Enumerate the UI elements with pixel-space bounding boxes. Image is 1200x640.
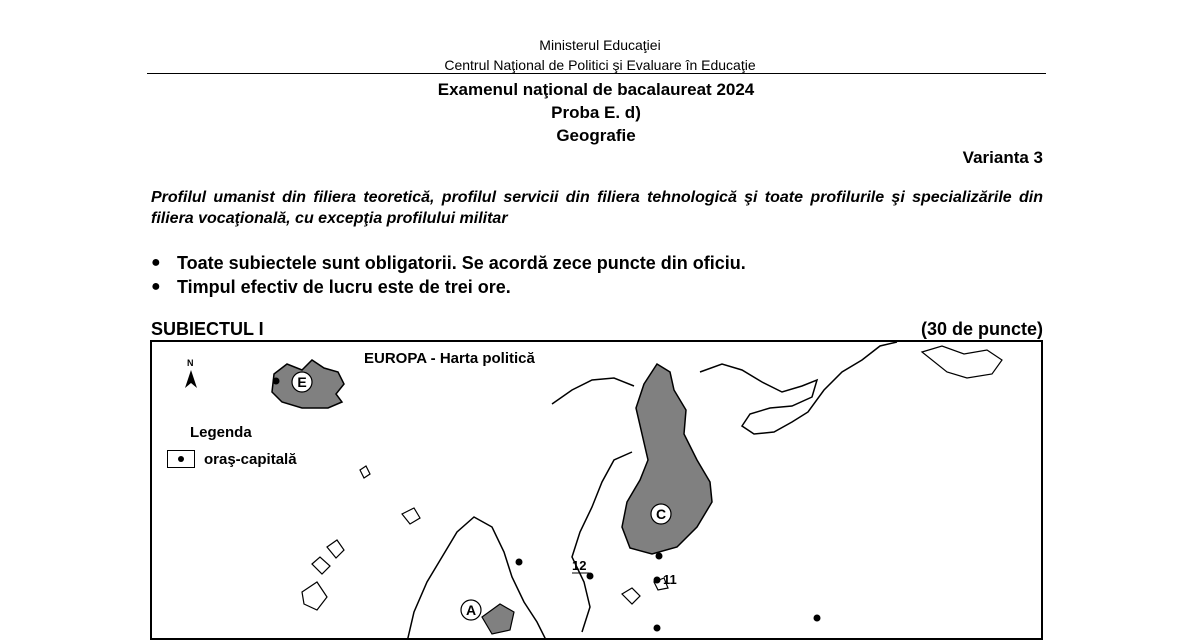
instruction-item [151, 251, 746, 275]
number-label-11: 11 [663, 572, 677, 587]
capital-dot [814, 615, 821, 622]
exam-proba: Proba E. d) [551, 103, 641, 122]
section-label: SUBIECTUL I [151, 319, 264, 339]
instruction-text: Timpul efectiv de lucru este de trei ore. [177, 277, 511, 297]
region-finland [622, 364, 712, 554]
instruction-item [151, 275, 746, 299]
label-a: A [465, 602, 477, 618]
label-e: E [297, 374, 307, 390]
region-faroe-islands [360, 466, 420, 524]
label-c: C [655, 506, 667, 522]
capital-dot [587, 573, 594, 580]
legend-capital-icon [167, 450, 195, 468]
number-label-12: 12 [572, 558, 587, 573]
center-name: Centrul Naţional de Politici şi Evaluare în Educaţie [444, 57, 756, 73]
legend-capital-label: oraş-capitală [204, 451, 297, 468]
capital-dot [516, 559, 523, 566]
map-drawing [152, 342, 1043, 640]
north-arrow-icon [185, 370, 197, 388]
ministry-name: Ministerul Educaţiei [539, 37, 661, 53]
bullet-icon: ● [151, 278, 161, 295]
exam-subject: Geografie [556, 126, 636, 145]
header-divider [147, 73, 1046, 74]
capital-dot [654, 577, 661, 584]
map-title: EUROPA - Harta politică [364, 350, 535, 367]
north-label: N [187, 358, 194, 368]
exam-variant: Varianta 3 [962, 148, 1043, 167]
capital-dot [273, 378, 280, 385]
region-scandinavia-outline [407, 378, 634, 640]
instruction-text: Toate subiectele sunt obligatorii. Se acordă zece puncte din oficiu. [177, 253, 746, 273]
profile-description: Profilul umanist din filiera teoretică, profilul servicii din filiera tehnologică şi toate profilurile şi specializările din filiera vocaţională, cu excepţia profilului militar [151, 189, 1043, 227]
section-points: (30 de puncte) [920, 319, 1043, 339]
region-russia-coast [700, 342, 897, 434]
europe-political-map [150, 340, 1043, 640]
capital-dot [656, 553, 663, 560]
exam-title: Examenul naţional de bacalaureat 2024 [437, 80, 755, 99]
region-russia-north [922, 346, 1002, 378]
region-baltic-islands [622, 578, 668, 604]
legend-title: Legenda [190, 424, 252, 441]
instructions-list [151, 251, 746, 299]
capital-dot [654, 625, 661, 632]
bullet-icon: ● [151, 254, 161, 271]
region-scottish-isles [302, 540, 344, 610]
